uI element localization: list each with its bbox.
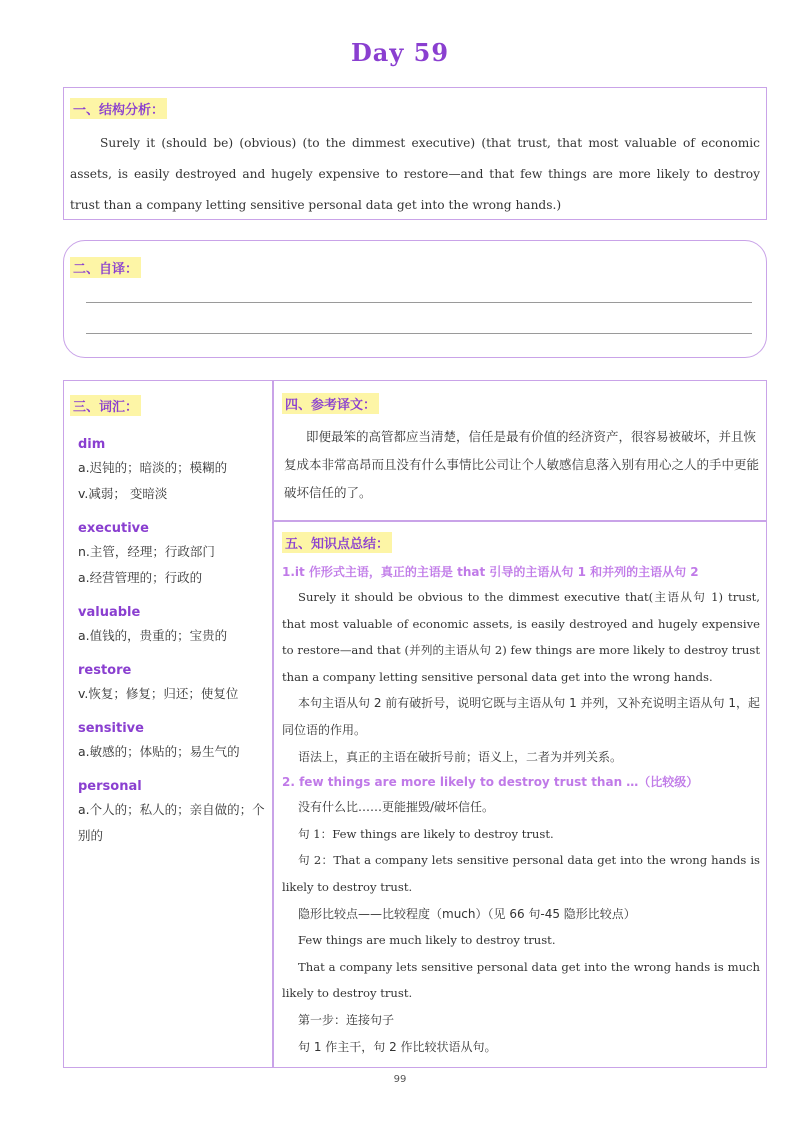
vocab-word: personal [78, 779, 142, 794]
knowledge-paragraph: 没有什么比……更能摧毁/破坏信任。 [298, 800, 495, 815]
self-translation-label: 二、自译： [70, 257, 141, 278]
vocab-item [78, 435, 268, 507]
vocab-definition: a.值钱的，贵重的；宝贵的 [78, 628, 228, 643]
knowledge-summary-label: 五、知识点总结： [282, 532, 392, 553]
vocab-word: sensitive [78, 721, 144, 736]
vocab-word: executive [78, 521, 149, 536]
vocab-definition: a.经营管理的；行政的 [78, 570, 203, 585]
vocab-definition: a.个人的；私人的；亲自做的；个别的 [78, 802, 265, 843]
writing-line-2[interactable] [86, 333, 752, 334]
vocabulary-label: 三、词汇： [70, 395, 141, 416]
vocab-definition: n.主管，经理；行政部门 [78, 544, 215, 559]
vocab-word: restore [78, 663, 132, 678]
vocab-definition: v.减弱； 变暗淡 [78, 486, 168, 501]
knowledge-paragraph: 第一步：连接句子 [298, 1012, 395, 1027]
reference-translation-label: 四、参考译文： [282, 393, 379, 414]
vocab-item [78, 719, 268, 765]
knowledge-paragraph: 隐形比较点——比较程度（much）（见 66 句-45 隐形比较点） [298, 906, 636, 921]
knowledge-summary-content [282, 560, 760, 1060]
page-title: Day 59 [350, 38, 450, 67]
knowledge-paragraph: 句 1：Few things are likely to destroy trust. [298, 826, 554, 841]
structure-analysis-text: Surely it (should be) (obvious) (to the dimmest executive) (that trust, that most valuable of economic assets, is easily destroyed and hugely expensive to restore—and that few things are more likely to destroy trust than a company letting sensitive personal data get into the wrong hands.) [70, 136, 760, 212]
knowledge-paragraph: 语法上，真正的主语在破折号前；语义上，二者为并列关系。 [298, 749, 623, 764]
vocab-definition: v.恢复；修复；归还；使复位 [78, 686, 239, 701]
vocab-item [78, 519, 268, 591]
writing-line-1[interactable] [86, 302, 752, 303]
knowledge-paragraph: That a company lets sensitive personal data get into the wrong hands is much likely to destroy trust. [282, 959, 760, 1001]
vocabulary-list [78, 431, 268, 861]
vocab-definition: a.迟钝的；暗淡的；模糊的 [78, 460, 228, 475]
page-number: 99 [393, 1074, 407, 1085]
knowledge-paragraph: Few things are much likely to destroy trust. [298, 933, 556, 948]
knowledge-point-heading-1: 1.it 作形式主语，真正的主语是 that 引导的主语从句 1 和并列的主语从句 2 [282, 565, 699, 579]
knowledge-paragraph: Surely it should be obvious to the dimmest executive that(主语从句 1) trust, that most valuable of economic assets, is easily destroyed and hugely expensive to restore—and that (并列的主语从句 2) few things are more likely to destroy trust than a company letting sensitive personal data get into the wrong hands. [282, 590, 760, 684]
vocab-definition: a.敏感的；体贴的；易生气的 [78, 744, 240, 759]
vocab-word: valuable [78, 605, 141, 620]
knowledge-point-heading-2: 2. few things are more likely to destroy trust than …（比较级） [282, 775, 699, 790]
knowledge-summary-box [273, 521, 767, 1068]
vocab-item [78, 603, 268, 649]
vocab-item [78, 661, 268, 707]
structure-analysis-label: 一、结构分析： [70, 98, 167, 119]
knowledge-paragraph: 句 2：That a company lets sensitive personal data get into the wrong hands is likely to destroy trust. [282, 853, 760, 894]
knowledge-paragraph: 句 1 作主干，句 2 作比较状语从句。 [298, 1039, 497, 1054]
self-translation-box [63, 240, 767, 358]
reference-translation-box [273, 380, 767, 521]
knowledge-paragraph: 本句主语从句 2 前有破折号，说明它既与主语从句 1 并列，又补充说明主语从句 1，起同位语的作用。 [282, 696, 760, 737]
structure-analysis-box [63, 87, 767, 220]
vocab-item [78, 777, 268, 849]
reference-translation-text: 即便最笨的高管都应当清楚，信任是最有价值的经济资产，很容易被破坏，并且恢复成本非常高昂而且没有什么事情比公司让个人敏感信息落入别有用心之人的手中更能破坏信任的了。 [284, 429, 760, 500]
vocab-word: dim [78, 437, 106, 452]
vocabulary-box [63, 380, 273, 1068]
